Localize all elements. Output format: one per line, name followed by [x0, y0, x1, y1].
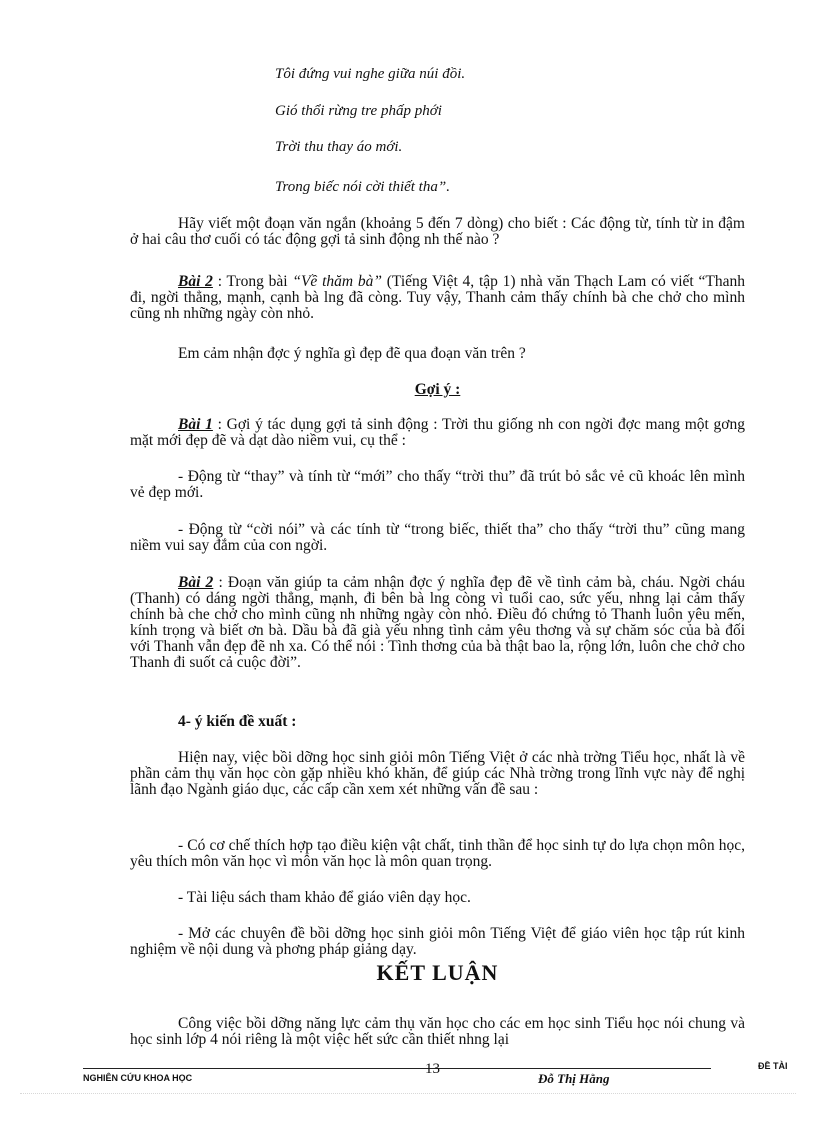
question-1: Hãy viết một đoạn văn ngắn (khoảng 5 đến 7 dòng) cho biết : Các động từ, tính từ in đậm ở hai câu thơ cuối có tác động gợi tả sinh động nh thế nào ? [130, 215, 745, 248]
proposal-2: - Tài liệu sách tham khảo để giáo viên dạy học. [178, 889, 471, 906]
poem-line-1: Tôi đứng vui nghe giữa núi đồi. [275, 66, 466, 82]
footer-author: Đỗ Thị Hằng [538, 1071, 610, 1086]
answer-1 [130, 417, 745, 449]
conclusion-title: KẾT LUẬN [376, 960, 499, 985]
hint-heading: Gợi ý : [414, 381, 461, 398]
answer-1-bullet-2: - Động từ “cời nói” và các tính từ “trong biếc, thiết tha” cho thấy “trời thu” cũng mang niềm vui say đắm của con ngời. [130, 521, 745, 554]
footer-left-text: NGHIÊN CỨU KHOA HỌC [83, 1073, 193, 1083]
proposal-1: - Có cơ chế thích hợp tạo điều kiện vật chất, tinh thần để học sinh tự do lựa chọn môn học, yêu thích môn văn học vì môn văn học là môn quan trọng. [130, 837, 745, 870]
answer-1-bullet-1: - Động từ “thay” và tính từ “mới” cho thấy “trời thu” đã trút bỏ sắc vẻ cũ khoác lên mình vẻ đẹp mới. [130, 468, 745, 501]
answer-1-text: : Gợi ý tác dụng gợi tả sinh động : Trời thu giống nh con ngời đợc mang một gơng mặt mới đẹp đẽ và dạt dào niềm vui, cụ thể : [130, 416, 745, 449]
poem-line-2: Gió thổi rừng tre phấp phới [275, 103, 442, 119]
exercise-2-text-b: (Tiếng Việt 4, tập 1) nhà văn Thạch Lam có viết “Thanh đi, ngời thẳng, mạnh, cạnh bà lng đã còng. Tuy vậy, Thanh cảm thấy chính bà che chở cho mình cũng nh những ngày còn nhỏ. [130, 273, 745, 322]
proposal-3: - Mở các chuyên đề bồi dỡng học sinh giỏi môn Tiếng Việt để giáo viên học tập rút kinh nghiệm về nội dung và phơng pháp giảng dạy. [130, 925, 745, 958]
poem-line-3: Trời thu thay áo mới. [275, 139, 403, 155]
footer-right-text: ĐỀ TÀI [758, 1061, 788, 1071]
poem-line-4: Trong biếc nói cời thiết tha”. [275, 179, 450, 195]
exercise-2-label: Bài 2 [178, 273, 213, 290]
footer-rule [83, 1068, 711, 1069]
proposal-intro: Hiện nay, việc bồi dỡng học sinh giỏi môn Tiếng Việt ở các nhà trờng Tiểu học, nhất là về phần cảm thụ văn học còn gặp nhiều khó khăn, để giúp các Nhà trờng trong lĩnh vực này để nghị lãnh đạo Ngành giáo dục, các cấp cần xem xét những vấn đề sau : [130, 749, 745, 798]
exercise-2 [130, 274, 745, 322]
answer-1-label: Bài 1 [178, 416, 213, 433]
exercise-2-story-title: “Về thăm bà” [292, 273, 382, 290]
answer-2 [130, 575, 745, 671]
page-number: 13 [425, 1061, 440, 1077]
conclusion-text: Công việc bồi dỡng năng lực cảm thụ văn học cho các em học sinh Tiểu học nói chung và học sinh lớp 4 nói riêng là một việc hết sức cần thiết nhng lại [130, 1015, 745, 1048]
exercise-2-text-a: : Trong bài [212, 273, 293, 290]
question-2: Em cảm nhận đợc ý nghĩa gì đẹp đẽ qua đoạn văn trên ? [178, 345, 526, 362]
section-4-heading: 4- ý kiến đề xuất : [178, 713, 297, 730]
answer-2-label: Bài 2 [178, 574, 214, 591]
answer-2-text: : Đoạn văn giúp ta cảm nhận đợc ý nghĩa đẹp đẽ về tình cảm bà, cháu. Ngời cháu (Thanh) có dáng ngời thẳng, mạnh, đi bên bà lng còng vì tuổi cao, sức yếu, nhng lại cảm thấy chính bà che chở cho mình cũng nh những ngày còn nhỏ. Điều đó chứng tỏ Thanh luôn yêu mến, kính trọng và biết ơn bà. Dầu bà đã già yếu nhng tình cảm yêu thơng và sự chăm sóc của bà đối với Thanh vẫn đẹp đẽ nh xa. Có thể nói : Tình thơng của bà thật bao la, rộng lớn, luôn che chở cho Thanh đi suốt cả cuộc đời”. [130, 574, 745, 671]
page-bottom-divider [20, 1093, 796, 1094]
